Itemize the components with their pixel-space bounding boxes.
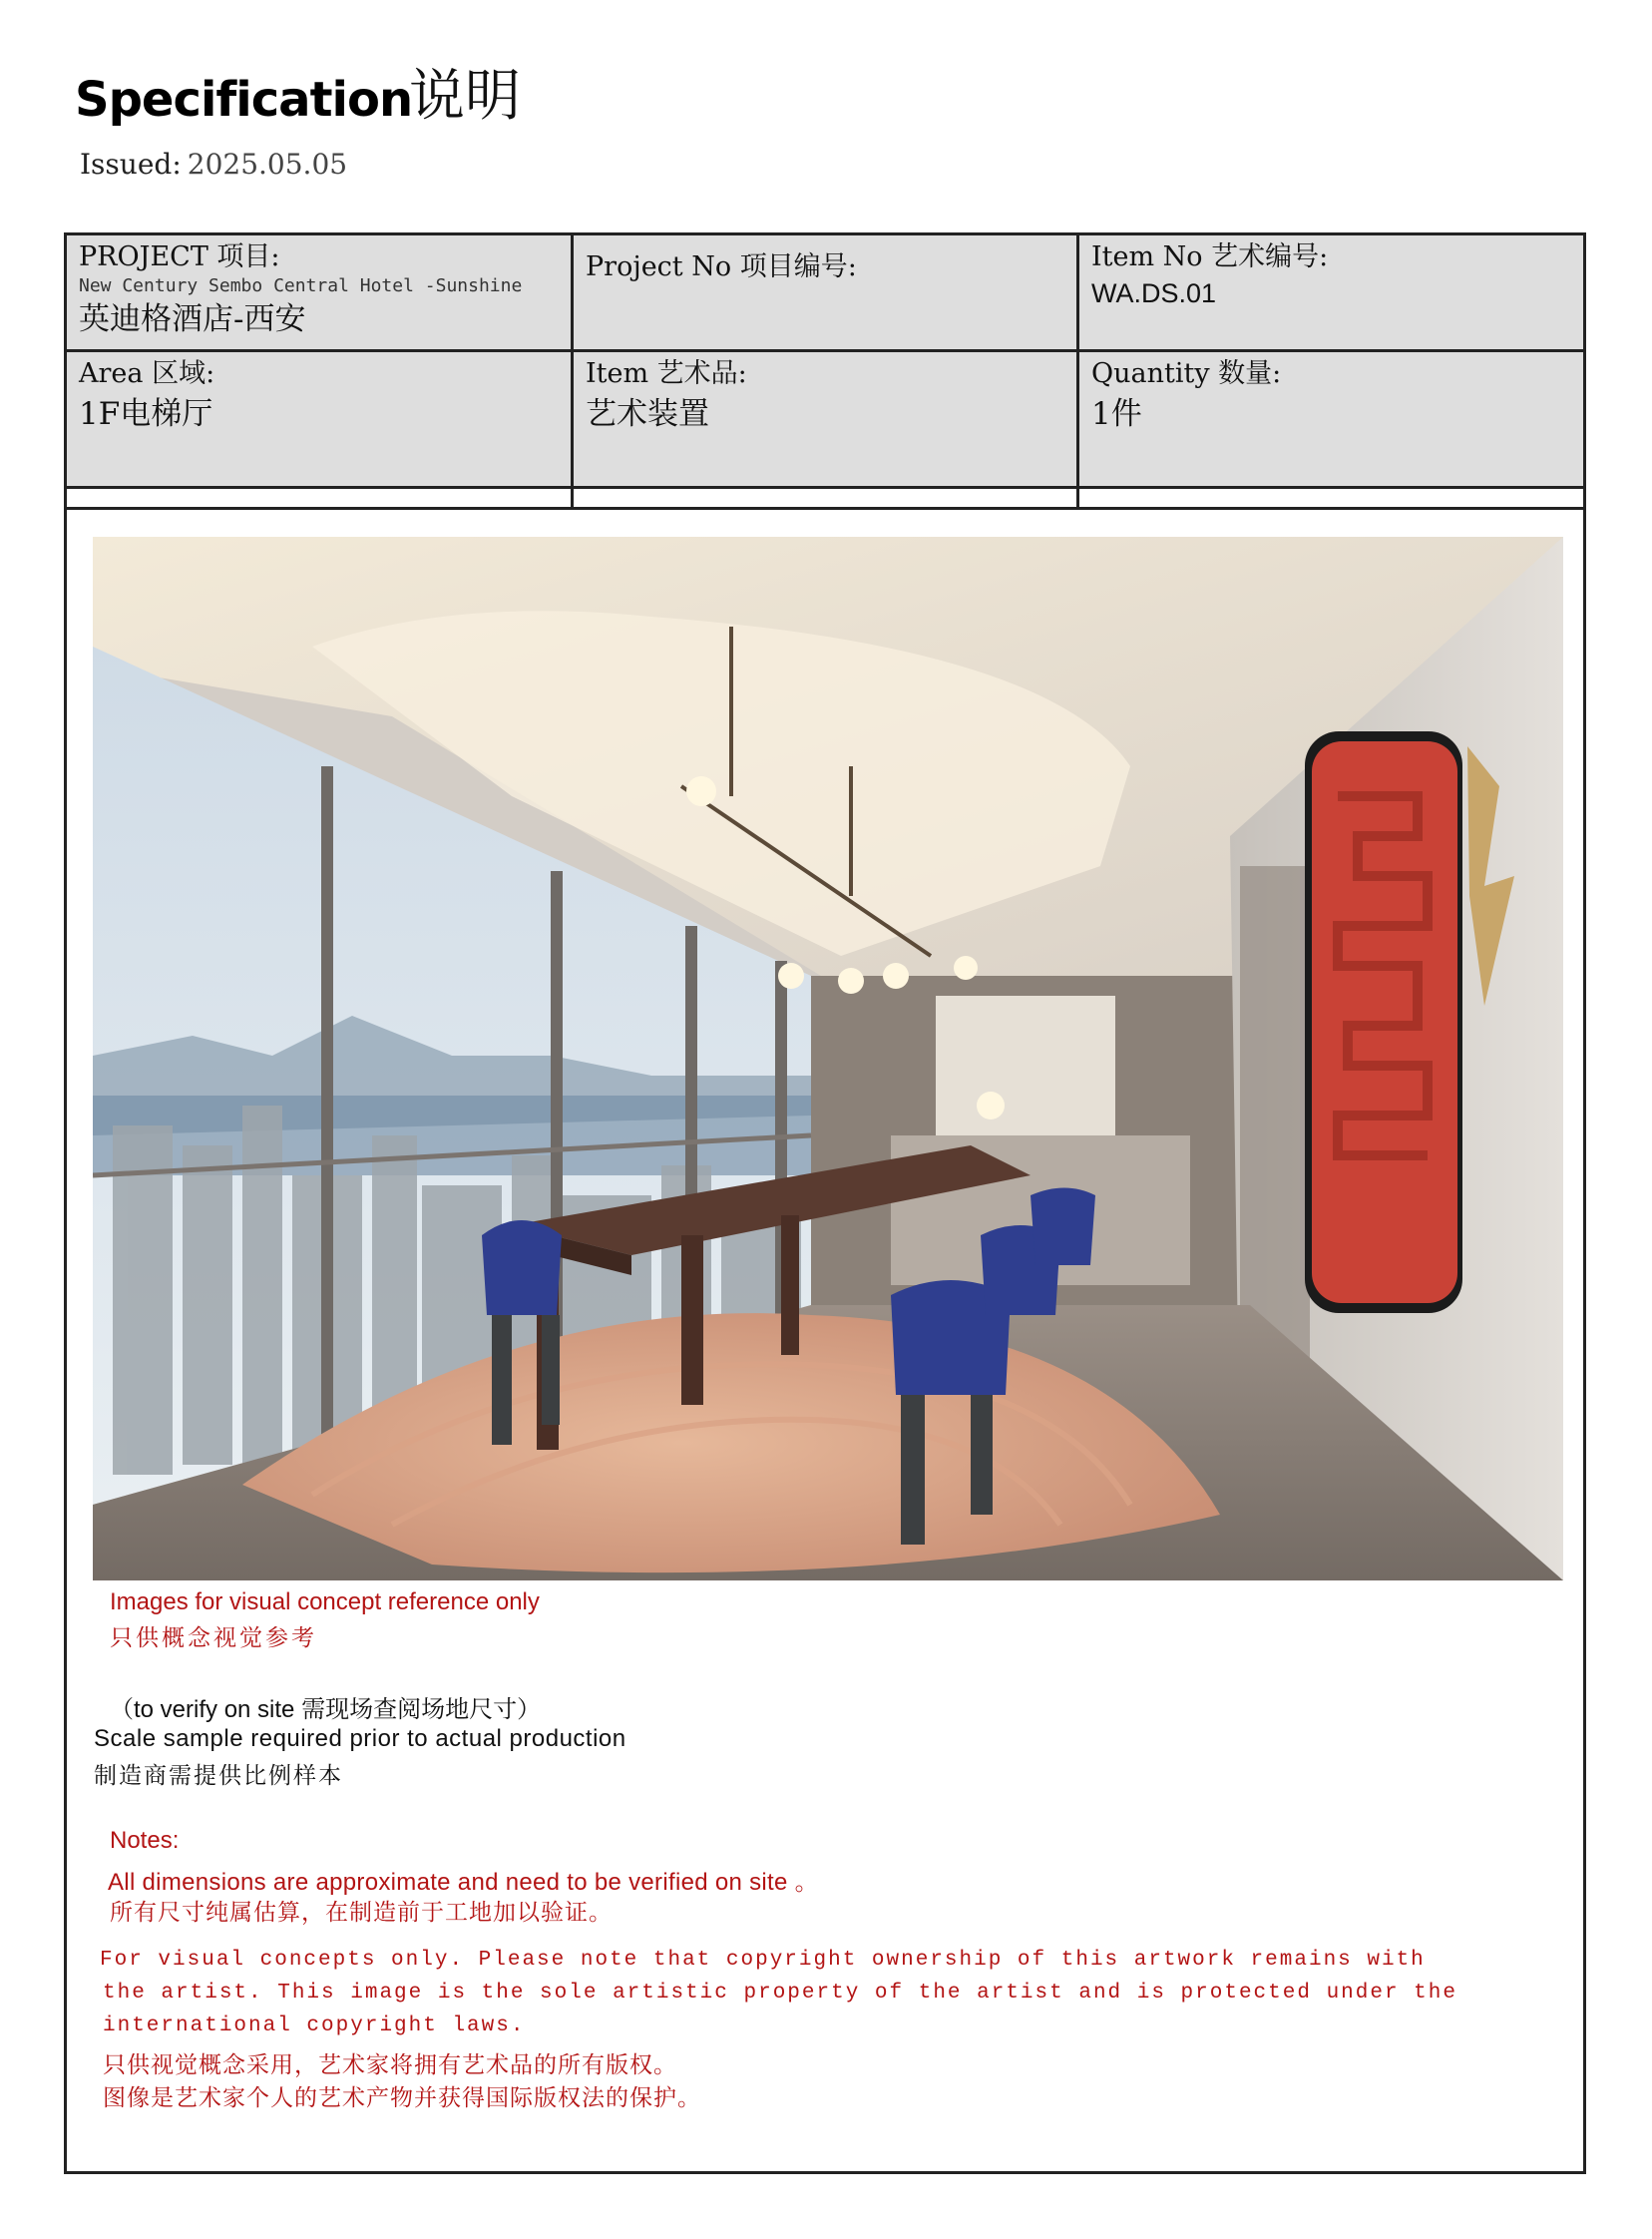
blank-cell — [574, 489, 1079, 510]
copyright-line-2: the artist. This image is the sole artistic property of the artist and is protected under the — [103, 1982, 1457, 2005]
issued-line — [80, 148, 347, 181]
red-relief-artwork — [1305, 731, 1462, 1313]
item-cell — [574, 352, 1079, 489]
spec-sheet — [64, 232, 1586, 2174]
reference-note-en: Images for visual concept reference only — [110, 1588, 540, 1615]
back-shelf — [936, 996, 1115, 1155]
issued-label: Issued: — [80, 148, 182, 181]
item-no-value: WA.DS.01 — [1091, 278, 1217, 308]
project-label: PROJECT 项目: — [79, 241, 280, 272]
project-cell — [67, 235, 574, 352]
blank-cell — [1079, 489, 1583, 510]
item-label: Item 艺术品: — [586, 358, 747, 389]
issued-date: 2025.05.05 — [187, 148, 348, 181]
notes-label: Notes: — [110, 1827, 180, 1854]
blank-cell — [67, 489, 574, 510]
quantity-label: Quantity 数量: — [1091, 358, 1282, 389]
project-no-cell — [574, 235, 1079, 352]
copyright-line-3: international copyright laws. — [103, 2015, 526, 2037]
item-no-label: Item No 艺术编号: — [1091, 241, 1329, 272]
area-label: Area 区域: — [79, 358, 215, 389]
scale-note-cn: 制造商需提供比例样本 — [94, 1763, 343, 1789]
item-value: 艺术装置 — [586, 396, 709, 432]
area-cell — [67, 352, 574, 489]
concept-image — [93, 537, 1563, 1580]
copyright-cn-2: 图像是艺术家个人的艺术产物并获得国际版权法的保护。 — [103, 2085, 701, 2111]
scale-note-en: Scale sample required prior to actual production — [94, 1725, 626, 1752]
copyright-line-1: For visual concepts only. Please note that copyright ownership of this artwork remains with — [100, 1949, 1426, 1972]
verify-note: （to verify on site 需现场查阅场地尺寸） — [110, 1696, 542, 1723]
quantity-cell — [1079, 352, 1583, 489]
page-title-cn: 说明 — [409, 64, 521, 129]
reference-note-cn: 只供概念视觉参考 — [110, 1625, 317, 1651]
project-name-cn: 英迪格酒店-西安 — [79, 301, 306, 337]
project-name-en: New Century Sembo Central Hotel -Sunshine — [79, 275, 523, 296]
spec-table — [67, 235, 1583, 510]
copyright-cn-1: 只供视觉概念采用，艺术家将拥有艺术品的所有版权。 — [103, 2052, 677, 2078]
dimensions-note-en: All dimensions are approximate and need to be verified on site 。 — [108, 1869, 819, 1896]
page-title: Specification — [75, 72, 413, 128]
item-no-cell — [1079, 235, 1583, 352]
area-value: 1F电梯厅 — [79, 396, 213, 432]
dimensions-note-cn: 所有尺寸纯属估算，在制造前于工地加以验证。 — [110, 1900, 613, 1926]
quantity-value: 1件 — [1091, 396, 1142, 432]
project-no-label: Project No 项目编号: — [586, 251, 857, 282]
